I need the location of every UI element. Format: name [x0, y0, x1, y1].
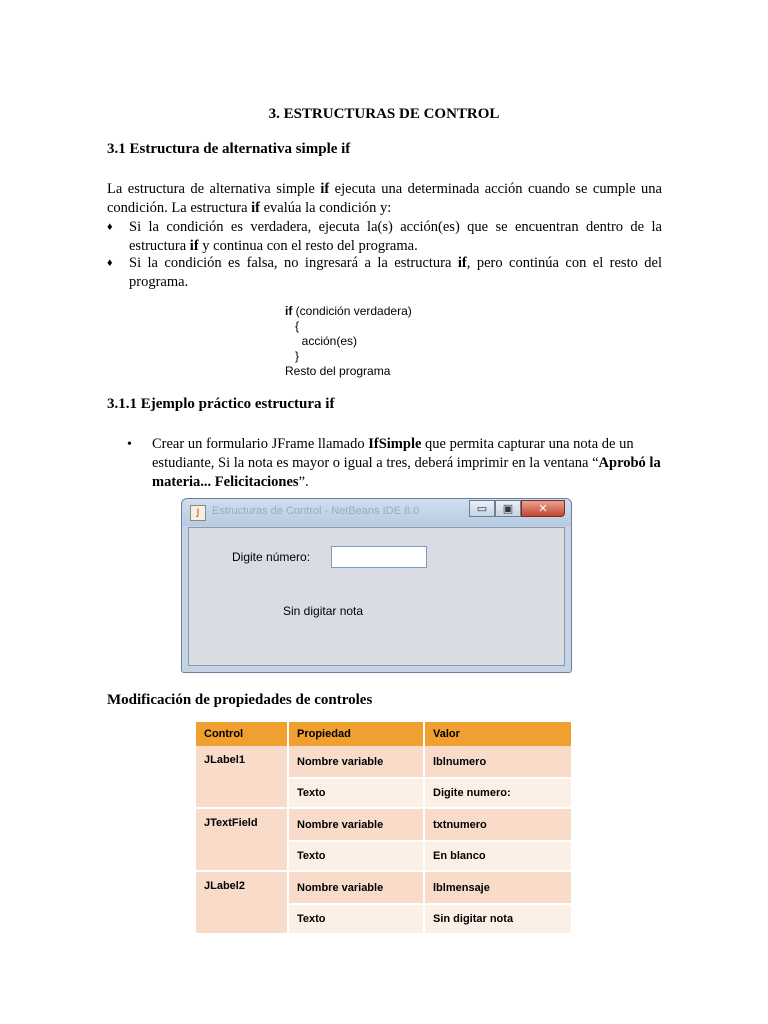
bullet-icon: • — [127, 437, 132, 452]
maximize-button[interactable]: ▣ — [495, 500, 521, 517]
section-heading-if-simple: 3.1 Estructura de alternativa simple if — [107, 141, 351, 157]
number-input[interactable] — [331, 546, 427, 568]
intro-text: ejecuta una determinada acción cuando se cumple una condición. La estructura — [107, 181, 662, 216]
table-cell: Nombre variable — [288, 871, 424, 904]
success-message: Aprobó la materia... Felicitaciones — [152, 455, 661, 490]
number-label: Digite número: — [232, 550, 311, 564]
window-titlebar — [182, 499, 571, 526]
table-cell: Nombre variable — [288, 808, 424, 841]
code-line: Resto del programa — [285, 364, 391, 378]
table-cell: Texto — [288, 841, 424, 871]
column-header: Valor — [424, 722, 572, 746]
column-header: Propiedad — [288, 722, 424, 746]
keyword-if: if — [457, 255, 467, 271]
code-line: { — [285, 319, 300, 333]
table-row — [196, 871, 572, 904]
table-cell: En blanco — [424, 841, 572, 871]
minimize-button[interactable]: ▭ — [469, 500, 495, 517]
diamond-bullet-icon: ♦ — [107, 221, 113, 233]
form-name: IfSimple — [368, 436, 422, 452]
properties-table — [196, 722, 573, 935]
window-controls — [469, 500, 565, 517]
keyword-if: if — [320, 181, 330, 197]
list-item: ♦ Si la condición es verdadera, ejecuta la(s) acción(es) que se encuentran dentro de la estructura if y continua con el resto del programa. — [107, 219, 662, 254]
keyword-if: if — [251, 200, 260, 216]
table-cell: lblnumero — [424, 746, 572, 778]
table-cell: lblmensaje — [424, 871, 572, 904]
table-cell: Texto — [288, 904, 424, 934]
table-row — [196, 746, 572, 778]
control-cell: JLabel2 — [196, 871, 288, 934]
list-item: • Crear un formulario JFrame llamado IfSimple que permita capturar una nota de un estudiante, Si la nota es mayor o igual a tres, deberá imprimir en la ventana “Aprobó la materia... Felicitaciones”. — [127, 436, 661, 490]
table-cell: Nombre variable — [288, 746, 424, 778]
intro-text: evalúa la condición y: — [260, 200, 392, 216]
table-row — [196, 808, 572, 841]
diamond-bullet-icon: ♦ — [107, 257, 113, 269]
page-title: 3. ESTRUCTURAS DE CONTROL — [268, 106, 500, 122]
window-content — [188, 527, 565, 666]
column-header: Control — [196, 722, 288, 746]
code-line: acción(es) — [285, 334, 358, 348]
jframe-window-screenshot — [181, 498, 572, 673]
java-icon: J — [190, 505, 206, 521]
table-cell: Sin digitar nota — [424, 904, 572, 934]
code-line: if (condición verdadera) — [285, 304, 412, 318]
table-cell: txtnumero — [424, 808, 572, 841]
message-label: Sin digitar nota — [283, 604, 364, 618]
close-button[interactable]: ✕ — [521, 500, 565, 517]
intro-text: La estructura de alternativa simple — [107, 181, 321, 197]
control-cell: JLabel1 — [196, 746, 288, 808]
table-cell: Digite numero: — [424, 778, 572, 808]
control-cell: JTextField — [196, 808, 288, 871]
intro-paragraph — [107, 180, 662, 218]
section-heading-example: 3.1.1 Ejemplo práctico estructura if — [107, 396, 335, 412]
table-header-row — [196, 722, 572, 746]
code-snippet — [285, 304, 412, 379]
keyword-if: if — [189, 238, 199, 254]
section-heading-properties: Modificación de propiedades de controles — [107, 692, 373, 708]
list-item: ♦ Si la condición es falsa, no ingresará a la estructura if, pero continúa con el resto del programa. — [107, 255, 662, 290]
table-cell: Texto — [288, 778, 424, 808]
window-title: Estructuras de Control - NetBeans IDE 8.0 — [212, 505, 420, 517]
code-line: } — [285, 349, 300, 363]
